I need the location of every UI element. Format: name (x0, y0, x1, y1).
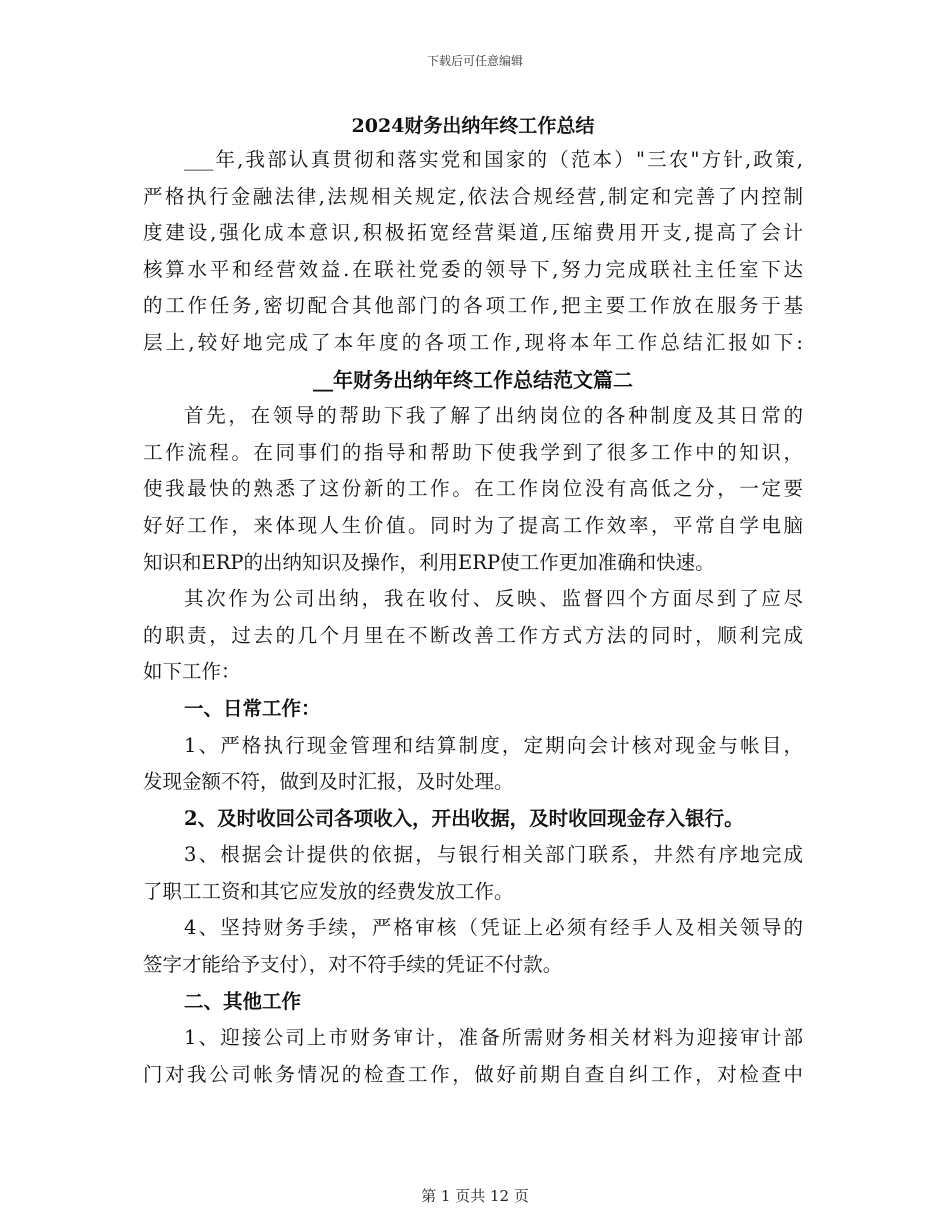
paragraph-line: 首先，在领导的帮助下我了解了出纳岗位的各种制度及其日常的 (184, 404, 803, 428)
list-item-line: 发现金额不符，做到及时汇报，及时处理。 (143, 770, 514, 794)
section-subtitle: __年财务出纳年终工作总结范文篇二 (313, 367, 633, 392)
intro-line: ___年,我部认真贯彻和落实党和国家的（范本）"三农"方针,政策, (184, 148, 803, 171)
intro-line: 度建设,强化成本意识,积极拓宽经营渠道,压缩费用开支,提高了会计 (143, 221, 803, 245)
list-item-line-bold: 2、及时收回公司各项收入，开出收据，及时收回现金存入银行。 (184, 806, 744, 830)
section-heading-other-work: 二、其他工作 (184, 989, 302, 1013)
list-item-line: 门对我公司帐务情况的检查工作，做好前期自查自纠工作，对检查中 (143, 1062, 803, 1086)
intro-line: 的工作任务,密切配合其他部门的各项工作,把主要工作放在服务于基 (143, 294, 803, 318)
paragraph-line: 的职责，过去的几个月里在不断改善工作方式方法的同时，顺利完成 (143, 623, 803, 647)
intro-line: 严格执行金融法律,法规相关规定,依法合规经营,制定和完善了内控制 (143, 184, 803, 208)
list-item-line: 签字才能给予支付），对不符手续的凭证不付款。 (143, 953, 563, 977)
intro-line: 核算水平和经营效益.在联社党委的领导下,努力完成联社主任室下达 (143, 257, 803, 281)
paragraph-line: 工作流程。在同事们的指导和帮助下使我学到了很多工作中的知识， (143, 440, 803, 464)
document-title: 2024财务出纳年终工作总结 (351, 115, 595, 137)
list-item-line: 1、严格执行现金管理和结算制度，定期向会计核对现金与帐目， (184, 733, 803, 757)
paragraph-line: 其次作为公司出纳，我在收付、反映、监督四个方面尽到了应尽 (184, 587, 803, 611)
list-item-line: 1、迎接公司上市财务审计，准备所需财务相关材料为迎接审计部 (184, 1026, 803, 1050)
list-item-line: 了职工工资和其它应发放的经费发放工作。 (143, 879, 514, 903)
paragraph-line: 使我最快的熟悉了这份新的工作。在工作岗位没有高低之分，一定要 (143, 477, 803, 501)
list-item-line: 3、根据会计提供的依据，与银行相关部门联系，井然有序地完成 (184, 843, 803, 867)
page-footer: 第 1 页共 12 页 (421, 1187, 529, 1205)
paragraph-line: 如下工作： (143, 660, 241, 684)
paragraph-line: 知识和ERP的出纳知识及操作，利用ERP使工作更加准确和快速。 (143, 550, 715, 574)
list-item-line: 4、坚持财务手续，严格审核（凭证上必须有经手人及相关领导的 (184, 916, 803, 940)
intro-line: 层上,较好地完成了本年度的各项工作,现将本年工作总结汇报如下: (143, 330, 803, 354)
document-body (143, 110, 803, 1093)
paragraph-line: 好好工作，来体现人生价值。同时为了提高工作效率，平常自学电脑 (143, 513, 803, 537)
section-heading-daily-work: 一、日常工作： (184, 696, 321, 720)
page-header: 下载后可任意编辑 (426, 54, 523, 68)
